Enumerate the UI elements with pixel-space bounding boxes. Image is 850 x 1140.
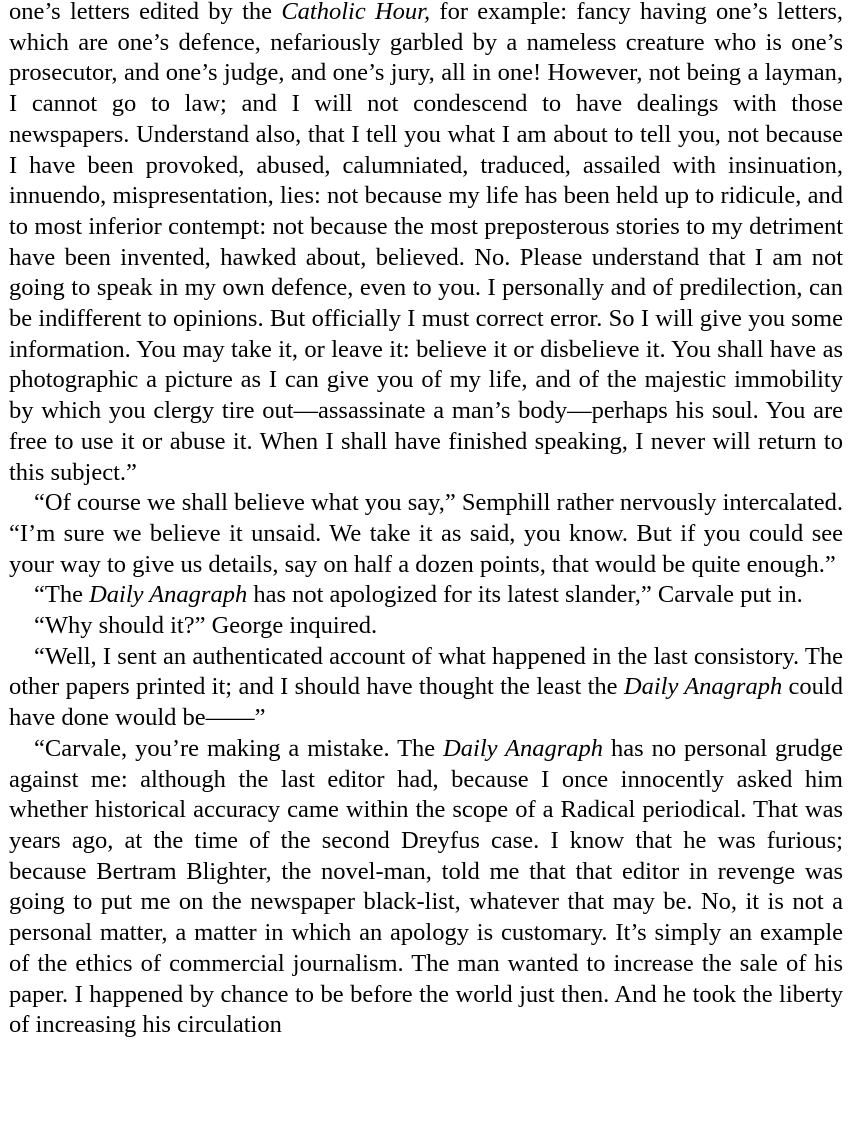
text-run: has not apologized for its latest slander,” Carvale put in.	[247, 581, 803, 609]
text-run: “Why should it?” George inquired.	[34, 612, 378, 640]
text-run: “Carvale, you’re making a mistake. The	[34, 734, 444, 762]
body-paragraph	[9, 580, 843, 611]
italic-title-text: Daily Anagraph	[89, 581, 248, 609]
italic-title-text: Daily Anagraph	[443, 734, 604, 762]
text-run: “Well, I sent an authenticated account of what happened in the last consistory. The other papers printed it; and I should have thought the least the	[9, 642, 843, 701]
body-paragraph	[9, 488, 843, 580]
text-run: “The	[34, 581, 90, 609]
italic-title-text: Catholic Hour,	[281, 0, 431, 25]
text-run: could have done would be——”	[9, 673, 843, 732]
body-paragraph	[9, 611, 843, 642]
text-run: one’s letters edited by the	[9, 0, 282, 25]
text-run: for example: fancy having one’s letters, which are one’s defence, nefariously garbled by a nameless creature who is one’s prosecutor, and one’s judge, and one’s jury, all in one! However, not being a layman, I cannot go to law; and I will not condescend to have dealings with those newspapers. Understand also, that I tell you what I am about to tell you, not because I have been provoked, abused, calumniated, traduced, assailed with insinuation, innuendo, mispresentation, lies: not because my life has been held up to ridicule, and to most inferior contempt: not because the most preposterous stories to my detriment have been invented, hawked about, believed. No. Please understand that I am not going to speak in my own defence, even to you. I personally and of predilection, can be indifferent to opinions. But officially I must correct error. So I will give you some information. You may take it, or leave it: believe it or disbelieve it. You shall have as photographic a picture as I can give you of my life, and of the majestic immobility by which you clergy tire out—assassinate a man’s body—perhaps his soul. You are free to use it or abuse it. When I shall have finished speaking, I never will return to this subject.”	[9, 0, 843, 486]
text-run: has no personal grudge against me: although the last editor had, because I once innocently asked him whether historical accuracy came within the scope of a Radical periodical. That was years ago, at the time of the second Dreyfus case. I know that he was furious; because Bertram Blighter, the novel-man, told me that that editor in revenge was going to put me on the newspaper black-list, whatever that may be. No, it is not a personal matter, a matter in which an apology is customary. It’s simply an example of the ethics of commercial journalism. The man wanted to increase the sale of his paper. I happened by chance to be before the world just then. And he took the liberty of increasing his circulation	[9, 734, 843, 1039]
body-paragraph	[9, 642, 843, 734]
italic-title-text: Daily Anagraph	[623, 673, 783, 701]
text-run: “Of course we shall believe what you say,” Semphill rather nervously intercalated. “I’m sure we believe it unsaid. We take it as said, you know. But if you could see your way to give us details, say on half a dozen points, that would be quite enough.”	[9, 489, 843, 578]
body-paragraph	[9, 0, 843, 488]
body-paragraph	[9, 734, 843, 1041]
